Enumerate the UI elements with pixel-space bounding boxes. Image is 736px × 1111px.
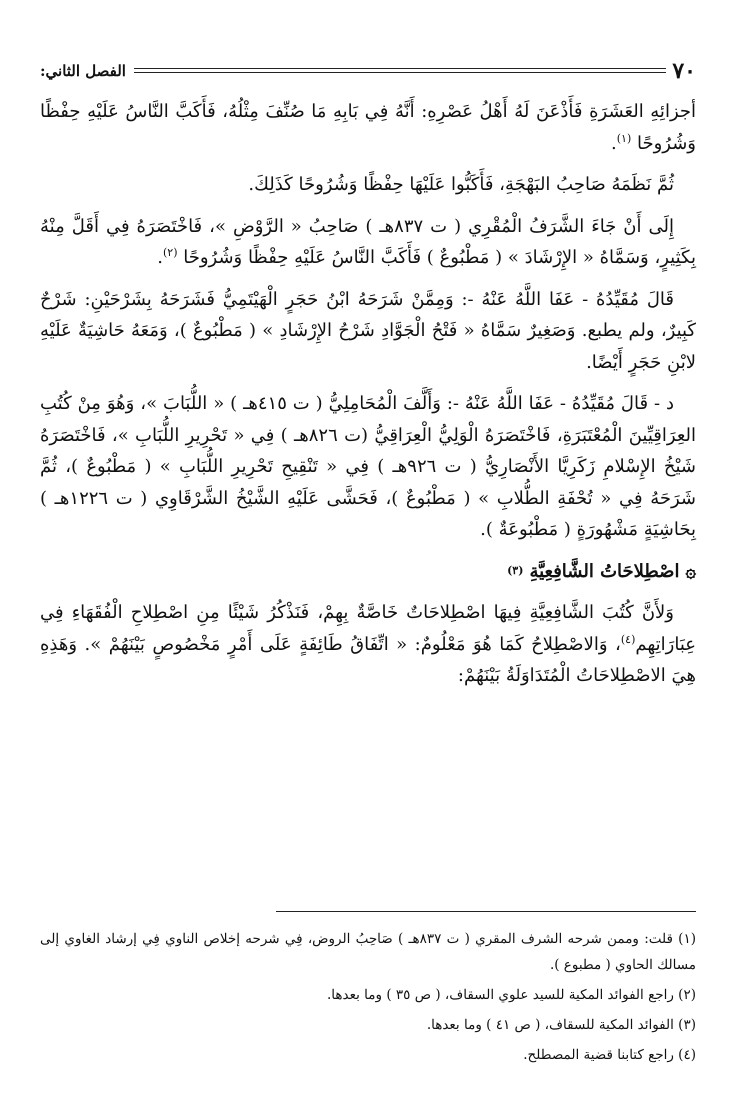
- footnote: (٣) الفوائد المكية للسقاف، ( ص ٤١ ) وما بعدها.: [426, 1017, 696, 1033]
- footnote-reference[interactable]: (٢): [162, 246, 178, 259]
- running-header: [40, 56, 696, 86]
- paragraph: أجزائِهِ العَشَرَةِ فَأَذْعَنَ لَهُ أَهْلُ عَصْرِهِ: أَنَّهُ فِي بَابِهِ مَا صُنِّفَ مِثْلُهُ، فَأَكَبَّ النَّاسُ عَلَيْهِ حِفْظًا وَشُرُوحًا $^{(١)}$.: [40, 101, 696, 154]
- section-heading: ۞ اصْطِلاحَاتُ الشَّافِعِيَّةِ (٣): [40, 556, 696, 588]
- flower-ornament-icon: ۞: [685, 560, 696, 582]
- header-double-rule: [134, 66, 666, 76]
- footnote-reference[interactable]: (١): [616, 131, 632, 145]
- paragraph: د - قَالَ مُقَيِّدُهُ - عَفَا اللَّهُ عَنْهُ -: وَأَلَّفَ الْمُحَامِلِيُّ ( ت ٤١٥هـ ) « اللُّبَابَ »، وَهُوَ مِنْ كُتُبِ العِرَاقِيِّينَ الْمُعْتَبَرَةِ، فَاخْتَصَرَهُ الْوَلِيُّ الْعِرَاقِيُّ (ت ٨٢٦هـ ) فِي « تَحْرِيرِ اللُّبَابِ »، فَاخْتَصَرَهُ شَيْخُ الإِسْلامِ زَكَرِيَّا الأَنْصَارِيُّ ( ت ٩٢٦هـ ) فِي « تَنْقِيحِ تَحْرِيرِ اللُّبَابِ » ( مَطْبُوعٌ )، ثُمَّ شَرَحَهُ فِي « تُحْفَةِ الطُّلابِ » ( مَطْبُوعٌ )، فَحَشَّى عَلَيْهِ الشَّيْخُ الشَّرْقَاوِي ( ت ١٢٢٦هـ ) بِحَاشِيَةٍ مَشْهُورَةٍ ( مَطْبُوعَةٌ ).: [40, 393, 696, 540]
- footnote-separator: [276, 911, 696, 912]
- section-heading-text: اصْطِلاحَاتُ الشَّافِعِيَّةِ: [529, 560, 680, 582]
- page-number: ٧٠: [672, 58, 696, 84]
- footnote-reference[interactable]: (٤): [620, 632, 636, 646]
- paragraph: إِلَى أَنْ جَاءَ الشَّرَفُ الْمُقْرِي ( ت ٨٣٧هـ ) صَاحِبُ « الرَّوْضِ »، فَاخْتَصَرَهُ فِي أَقَلَّ مِنْهُ بِكَثِيرٍ، وَسَمَّاهُ « الإِرْشَادَ » ( مَطْبُوعٌ ) فَأَكَبَّ النَّاسُ عَلَيْهِ حِفْظًا وَشُرُوحًا $^{(٢)}$.: [40, 215, 696, 268]
- paragraph: ثُمَّ نَظَمَهُ صَاحِبُ البَهْجَةِ، فَأَكَبُّوا عَلَيْهَا حِفْظًا وَشُرُوحًا كَذَلِكَ.: [248, 174, 674, 195]
- paragraph: وَلأَنَّ كُتُبَ الشَّافِعِيَّةِ فِيهَا اصْطِلاحَاتٌ خَاصَّةٌ بِهِمْ، فَنَذْكُرُ شَيْئًا مِنِ اصْطِلاحِ الْفُقَهَاءِ فِي عِبَارَاتِهِم$^{(٤)}$، وَالاصْطِلاحُ كَمَا هُوَ مَعْلُومٌ: « اتِّفَاقُ طَائِفَةٍ عَلَى أَمْرٍ مَخْصُوصٍ بَيْنَهُمْ ». وَهَذِهِ هِيَ الاصْطِلاحَاتُ الْمُتَدَاوَلَةُ بَيْنَهُمْ:: [40, 602, 696, 686]
- chapter-title: الفصل الثاني:: [40, 62, 126, 80]
- paragraph: قَالَ مُقَيِّدُهُ - عَفَا اللَّهُ عَنْهُ -: وَمِمَّنْ شَرَحَهُ ابْنُ حَجَرٍ الْهَيْتَمِيُّ فَشَرَحَهُ بِشَرْحَيْنِ: شَرْحٌ كَبِيرٌ، ولم يطبع. وَصَغِيرٌ سَمَّاهُ « فَتْحُ الْجَوَّادِ شَرْحُ الإِرْشَادِ » ( مَطْبُوعٌ )، وَمَعَهُ حَاشِيَةٌ عَلَيْهِ لابْنِ حَجَرٍ أَيْضًا.: [40, 288, 696, 373]
- footnote: (٤) راجع كتابنا قضية المصطلح.: [523, 1047, 696, 1063]
- main-text: [40, 96, 696, 702]
- footnotes: [40, 926, 696, 1072]
- footnote: (٢) راجع الفوائد المكية للسيد علوي السقاف، ( ص ٣٥ ) وما بعدها.: [327, 987, 696, 1003]
- footnote: (١) قلت: وممن شرحه الشرف المقري ( ت ٨٣٧هـ ) صَاحِبُ الروض، فِي شرحه إخلاص الناوي فِي إرشاد الغاوي إلى مسالك الحاوي ( مطبوع ).: [40, 931, 696, 973]
